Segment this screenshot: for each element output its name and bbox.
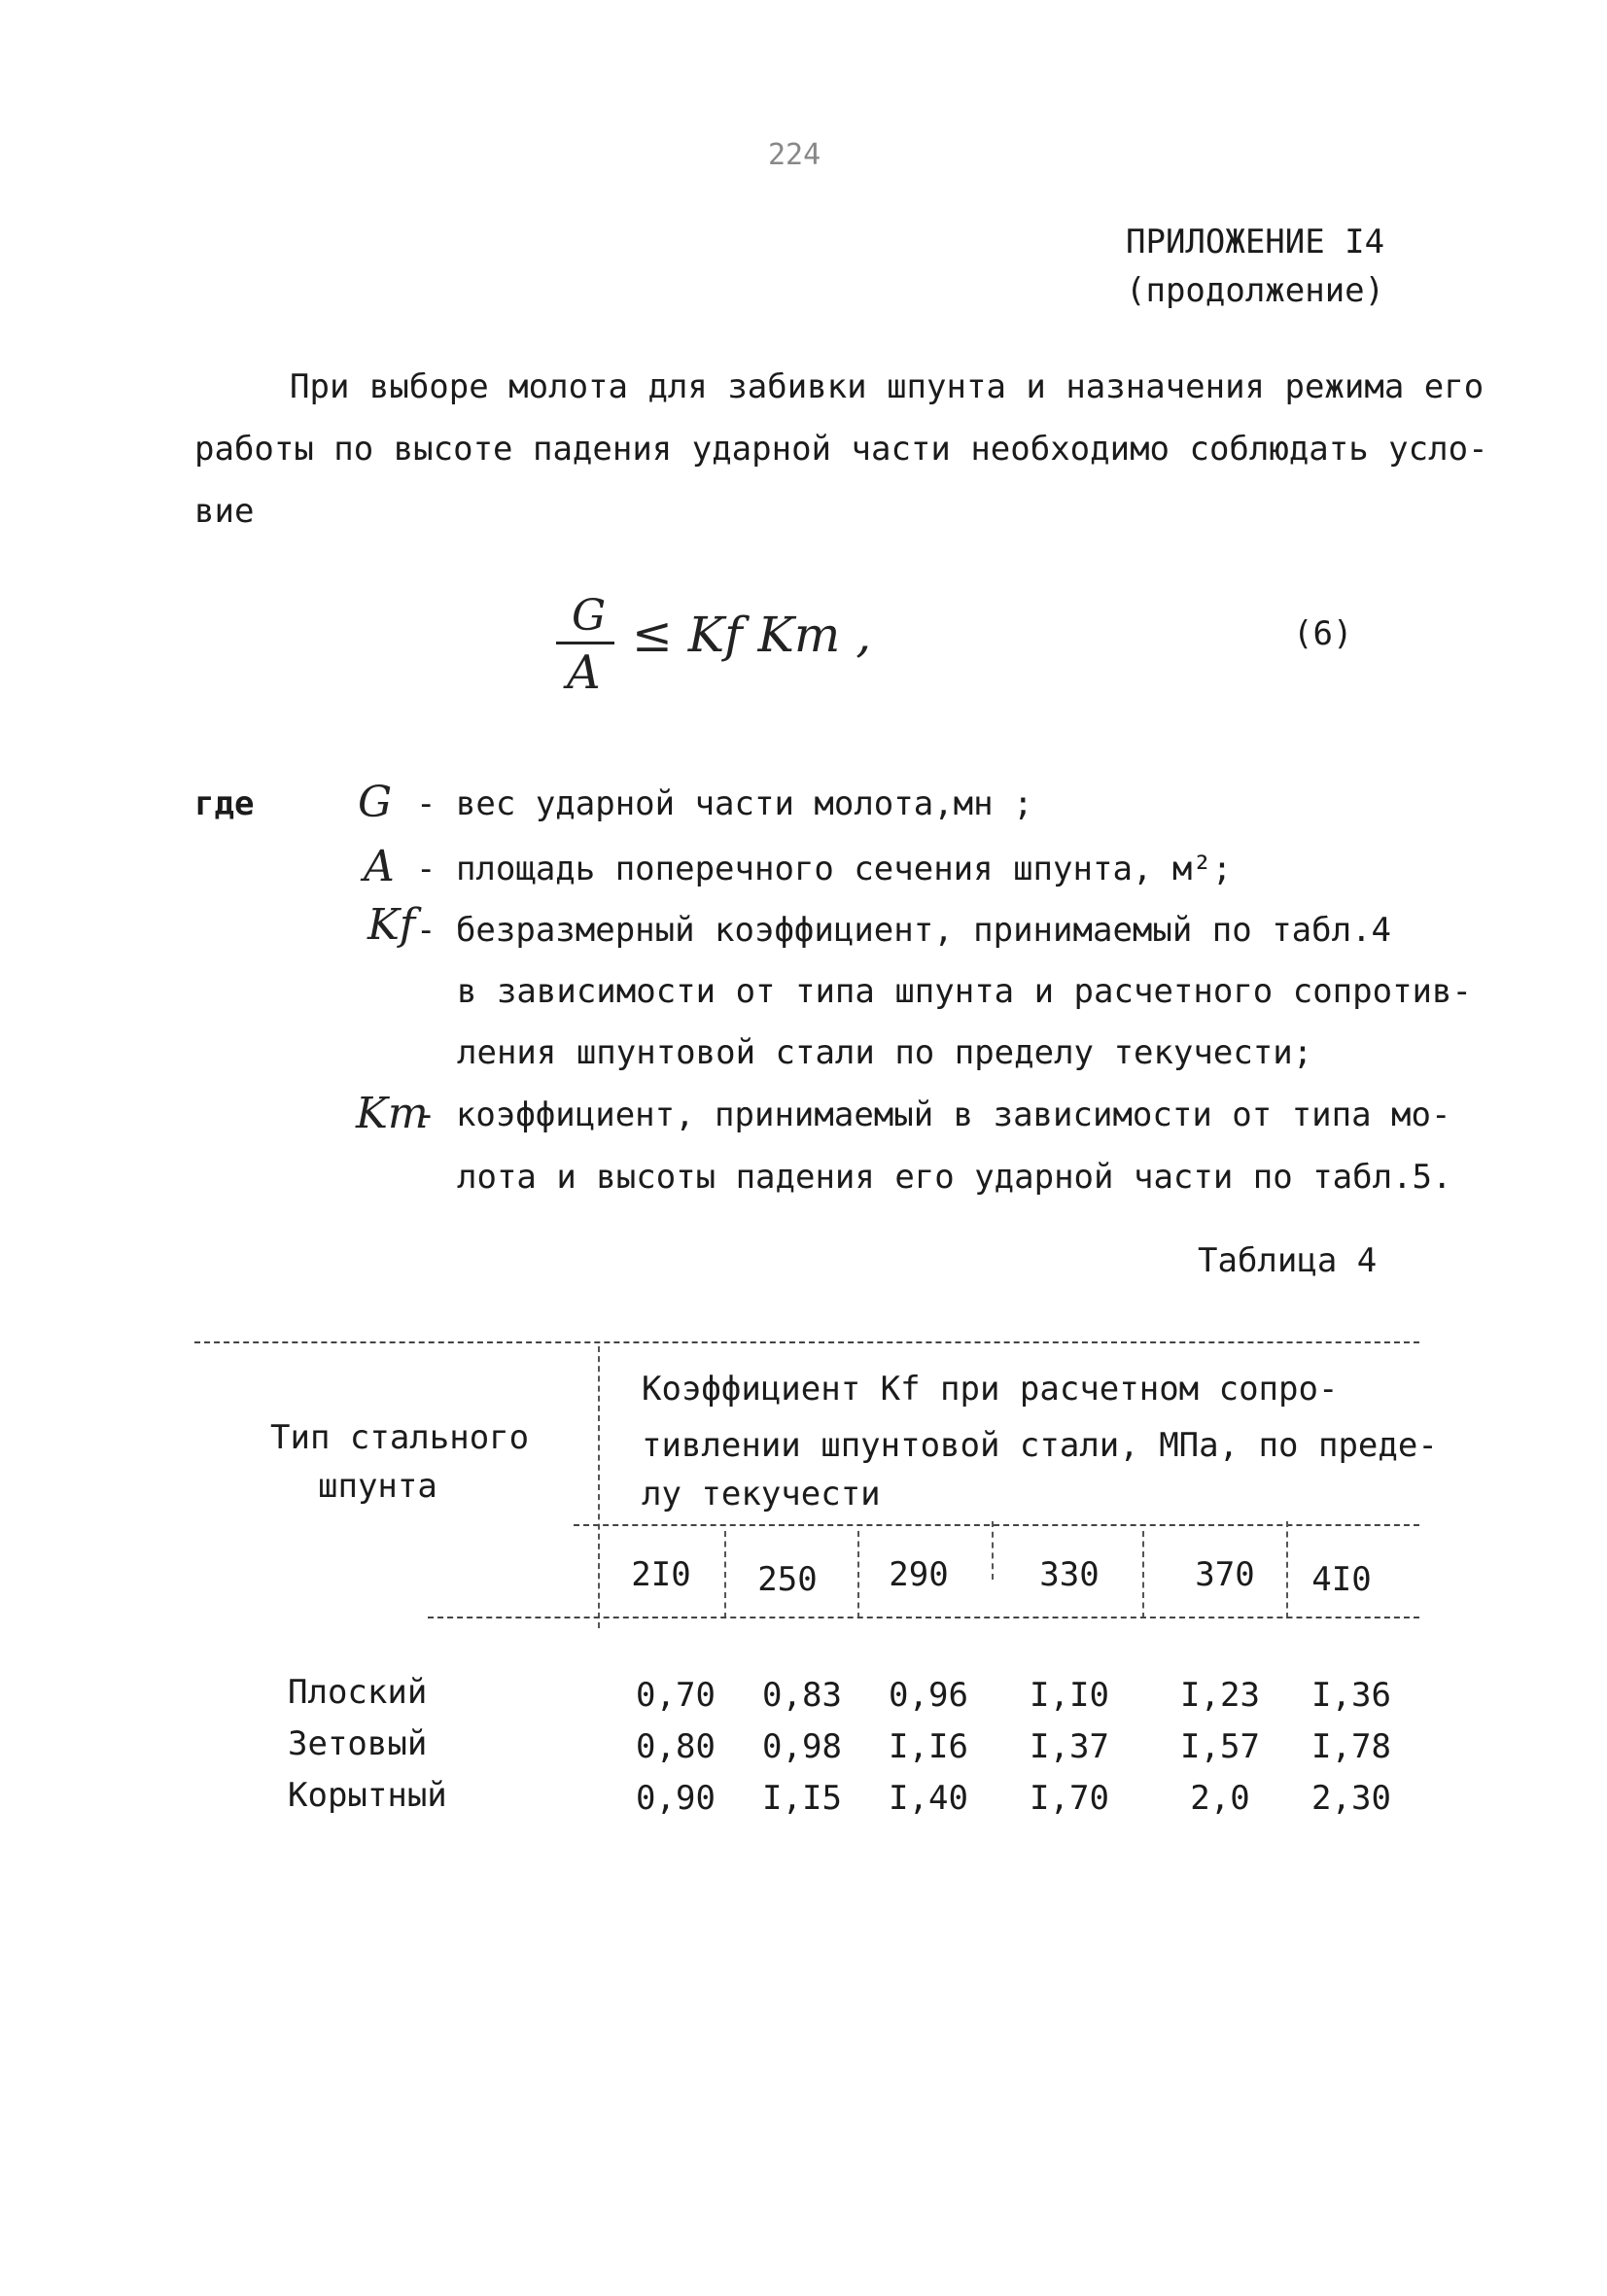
table-cell: 0,96 (889, 1676, 968, 1715)
header-divider (992, 1521, 994, 1580)
formula-numerator: G (572, 591, 607, 641)
definition-line: - площадь поперечного сечения шпунта, м²; (416, 850, 1233, 888)
definition-line: в зависимости от типа шпунта и расчетного сопротив- (457, 972, 1472, 1011)
definition-line: - коэффициент, принимаемый в зависимости от типа мо- (416, 1096, 1451, 1134)
table-cell: I,57 (1180, 1727, 1260, 1766)
column-header: 4I0 (1311, 1560, 1372, 1599)
table-cell: I,37 (1030, 1727, 1109, 1766)
symbol-km: Km (356, 1089, 429, 1138)
symbol-a: A (364, 842, 395, 891)
symbol-kf: Kf (367, 900, 416, 950)
appendix-continuation: (продолжение) (1126, 271, 1385, 310)
column-header: 2I0 (631, 1555, 691, 1594)
header-divider (1286, 1521, 1288, 1618)
table-cell: I,I5 (762, 1779, 842, 1818)
col1-header-line: шпунта (318, 1467, 437, 1506)
group-header-line: лу текучести (642, 1475, 881, 1513)
table-cell: I,70 (1030, 1779, 1109, 1818)
table-cell: I,36 (1311, 1676, 1391, 1715)
paragraph-line: работы по высоте падения ударной части необходимо соблюдать усло- (194, 430, 1488, 469)
header-divider (724, 1531, 726, 1618)
table-cell: I,40 (889, 1779, 968, 1818)
subheader-rule (574, 1524, 1419, 1526)
appendix-title: ПРИЛОЖЕНИЕ I4 (1126, 223, 1385, 261)
page-number: 224 (768, 138, 821, 172)
table-caption: Таблица 4 (1198, 1241, 1378, 1280)
table-cell: 0,98 (762, 1727, 842, 1766)
formula-number: (6) (1293, 614, 1353, 653)
table-cell: I,23 (1180, 1676, 1260, 1715)
group-header-line: Коэффициент Kf при расчетном сопро- (642, 1370, 1339, 1409)
table-cell: I,I0 (1030, 1676, 1109, 1715)
definition-line: - безразмерный коэффициент, принимаемый по табл.4 (416, 911, 1392, 950)
table-cell: 0,90 (636, 1779, 716, 1818)
row-type: Плоский (288, 1673, 428, 1712)
definition-line: ления шпунтовой стали по пределу текучести; (457, 1033, 1313, 1072)
header-divider (857, 1531, 859, 1618)
row-type: Корытный (288, 1776, 447, 1815)
column-header: 370 (1195, 1555, 1255, 1594)
table-cell: 0,70 (636, 1676, 716, 1715)
table-cell: I,78 (1311, 1727, 1391, 1766)
table-cell: 2,30 (1311, 1779, 1391, 1818)
column-header: 290 (889, 1555, 949, 1594)
row-type: Зетовый (288, 1724, 428, 1763)
table-cell: 0,83 (762, 1676, 842, 1715)
table-cell: 0,80 (636, 1727, 716, 1766)
header-divider (1142, 1531, 1144, 1618)
paragraph-line: вие (194, 492, 255, 531)
definition-line: - вес ударной части молота,мн ; (416, 784, 1033, 823)
definition-line: лота и высоты падения его ударной части по табл.5. (457, 1158, 1452, 1197)
table-column-divider (598, 1346, 600, 1628)
where-label: где (194, 784, 255, 823)
group-header-line: тивлении шпунтовой стали, МПа, по преде- (642, 1426, 1438, 1465)
formula-denominator: A (567, 645, 601, 700)
table-cell: I,I6 (889, 1727, 968, 1766)
column-header: 330 (1039, 1555, 1100, 1594)
fraction-bar (556, 642, 614, 644)
table-cell: 2,0 (1190, 1779, 1250, 1818)
table-top-rule (194, 1341, 1419, 1343)
paragraph-line: При выборе молота для забивки шпунта и назначения режима его (290, 367, 1485, 406)
column-header: 250 (757, 1560, 818, 1599)
header-bottom-rule (428, 1617, 1419, 1618)
col1-header-line: Тип стального (270, 1418, 530, 1457)
symbol-g: G (358, 778, 393, 827)
formula-rhs: ≤ Kf Km , (632, 607, 872, 663)
